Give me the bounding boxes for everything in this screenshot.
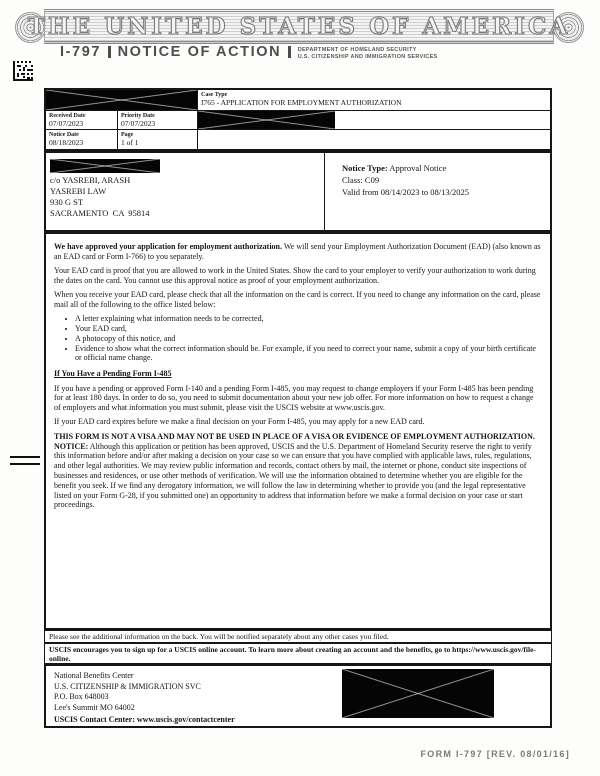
notice-date-value: 08/18/2023: [49, 138, 84, 147]
agency-line-2: U.S. CITIZENSHIP AND IMMIGRATION SERVICES: [297, 53, 438, 60]
received-date-label: Received Date: [49, 112, 86, 119]
case-type-value: I765 - APPLICATION FOR EMPLOYMENT AUTHORIZATION: [201, 98, 402, 107]
office-line: P.O. Box 648003: [54, 692, 109, 701]
divider-bar-icon: [288, 46, 291, 58]
notice-type-label: Notice Type:: [342, 163, 388, 173]
mailing-address-block: [46, 153, 324, 230]
notice-date-cell: [46, 130, 118, 149]
banner-title: THE UNITED STATES OF AMERICA: [27, 13, 571, 40]
list-item: A letter explaining what information needs to be corrected,: [54, 314, 541, 324]
notice-type-value: Approval Notice: [387, 163, 447, 173]
address-line: 930 G ST: [50, 197, 84, 207]
form-header-row: [60, 45, 438, 60]
back-info-note: Please see the additional information on the back. You will be notified separately about any other cases you filed.: [44, 630, 552, 643]
received-date-value: 07/07/2023: [49, 119, 84, 128]
correction-checklist: [54, 314, 541, 363]
online-account-note: USCIS encourages you to sign up for a USCIS online account. To learn more about creating an account and the benefits, go to https://www.uscis.gov/file-online.: [44, 643, 552, 664]
case-type-cell: [198, 90, 550, 111]
addressee-section: [44, 151, 552, 232]
case-type-label: Case Type: [201, 91, 228, 98]
paragraph-check-card: When you receive your EAD card, please check that all the information on the card is correct. If you need to change any information on the card, please mail all of the following to the office listed below:: [54, 290, 541, 309]
notice-date-label: Notice Date: [49, 131, 79, 138]
office-line: U.S. CITIZENSHIP & IMMIGRATION SVC: [54, 681, 201, 691]
notice-of-action-label: NOTICE OF ACTION: [117, 44, 282, 60]
empty-cell: [198, 130, 550, 149]
signature-redaction: [342, 669, 494, 718]
data-matrix-barcode-icon: [13, 61, 33, 86]
office-line: National Benefits Center: [54, 671, 134, 680]
office-line: Lee's Summit MO 64002: [54, 702, 135, 712]
agency-line-1: DEPARTMENT OF HOMELAND SECURITY: [297, 47, 417, 53]
page-label: Page: [121, 131, 134, 138]
issuing-office-section: [44, 664, 552, 728]
paragraph-change-employers: If you have a pending or approved Form I-140 and a pending Form I-485, you may request to change employers if your Form I-485 has been pending for at least 180 days. In order to do so, you need to submit documentation about your new job offer. For more information on how to request a change of employers and what information you must submit, please visit the USCIS website at www.uscis.gov.: [54, 383, 534, 413]
class-line: Class: C09: [342, 175, 380, 185]
received-date-cell: [46, 111, 118, 130]
address-line: c/o YASREBI, ARASH: [50, 175, 131, 185]
notice-body: [44, 232, 552, 630]
notice-details-block: [324, 153, 550, 230]
paragraph-ead-proof: Your EAD card is proof that you are allowed to work in the United States. Show the card to your employer to verify your authorization to work during the dates on the card. You cannot use this approval notice as proof of your employment authorization.: [54, 266, 536, 285]
priority-date-label: Priority Date: [121, 112, 155, 119]
paragraph-approval: [54, 242, 541, 262]
recipient-name-redaction: [50, 159, 160, 173]
paragraph-ead-expires: If your EAD card expires before we make a final decision on your Form I-485, you may apply for a new EAD card.: [54, 417, 425, 427]
case-data-table: [44, 88, 552, 151]
priority-date-cell: [118, 111, 198, 130]
applicant-name-redaction: [198, 111, 335, 129]
form-number-label: I-797: [60, 44, 102, 60]
margin-mark: [10, 463, 40, 465]
list-item: Your EAD card,: [54, 324, 541, 334]
validity-line: Valid from 08/14/2023 to 08/13/2025: [342, 187, 470, 197]
approval-bold-text: We have approved your application for employment authorization.: [54, 242, 283, 251]
agency-name-block: [298, 45, 438, 60]
page-cell: [118, 130, 198, 149]
receipt-number-redaction: [46, 90, 197, 110]
applicant-name-cell: [198, 111, 550, 130]
list-item: A photocopy of this notice, and: [54, 334, 541, 344]
not-a-visa-rest-text: Although this application or petition has been approved, USCIS and the U.S. Department of Homeland Security reserve the right to verify this information before and/or after making a decision on your case so we can ensure that you have complied with applicable laws, rules, regulations, and other legal authorities. We may review public information and records, contact others by mail, the internet or phone, conduct site inspections of businesses and residences, or use other methods of verification. We will use the information obtained to determine whether you are eligible for the benefit you seek. If we find any derogatory information, we will follow the law in determining whether to provide you (and the legal representative listed on your Form G-28, if you submitted one) an opportunity to address that information before we make a formal decision on your case or start proceedings.: [54, 441, 532, 510]
margin-mark: [10, 456, 40, 458]
approval-rest-text: We will send your Employment Authorization Document (EAD) (also known as an EAD card or Form I-766) to you separately.: [54, 242, 541, 261]
divider-bar-icon: [108, 46, 111, 58]
not-a-visa-bold-text: THIS FORM IS NOT A VISA AND MAY NOT BE USED IN PLACE OF A VISA OR EVIDENCE OF EMPLOYMENT AUTHORIZATION. NOTICE:: [54, 431, 535, 451]
address-line: YASREBI LAW: [50, 186, 107, 196]
office-address-block: [54, 671, 201, 713]
page-value: 1 of 1: [121, 138, 139, 147]
list-item: Evidence to show what the correct information should be. For example, if you need to correct your name, submit a copy of your birth certificate or official name change.: [54, 344, 541, 364]
engraved-banner: [27, 9, 571, 44]
contact-center-line: USCIS Contact Center: www.uscis.gov/contactcenter: [54, 715, 235, 724]
receipt-number-cell: [46, 90, 198, 111]
pending-i485-heading: If You Have a Pending Form I-485: [54, 369, 172, 379]
address-line: SACRAMENTO CA 95814: [50, 208, 150, 218]
notice-type-line: [342, 162, 550, 174]
priority-date-value: 07/07/2023: [121, 119, 156, 128]
form-revision-footer: FORM I-797 [REV. 08/01/16]: [420, 749, 570, 759]
paragraph-not-a-visa: [54, 432, 541, 510]
